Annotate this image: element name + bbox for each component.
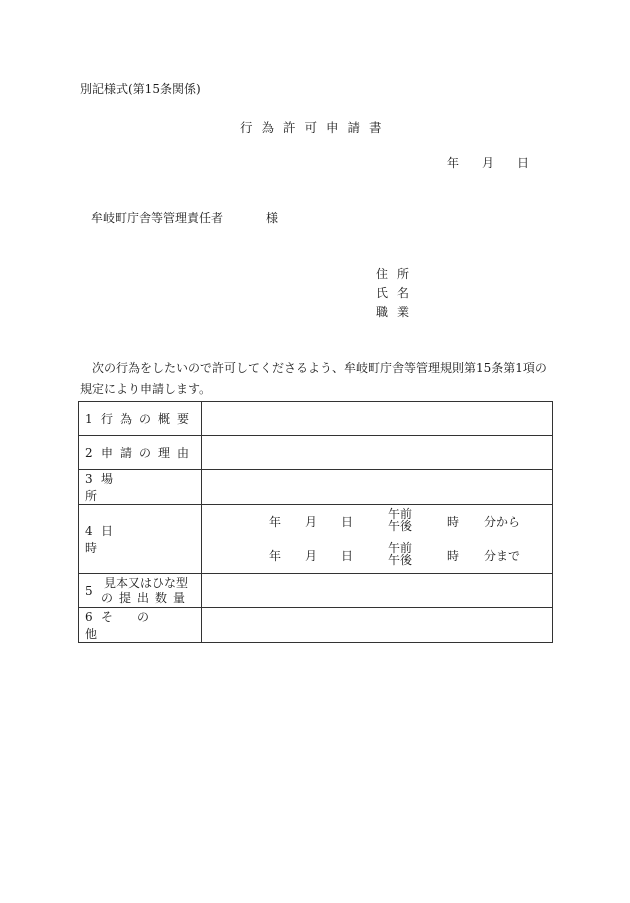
row-number: 4 <box>85 524 93 538</box>
end-until: 分まで <box>484 549 521 563</box>
other-field[interactable] <box>202 608 553 643</box>
table-row <box>79 505 553 574</box>
document-title: 行為許可申請書 <box>240 120 391 135</box>
samples-label-line1: 見本又はひな型 <box>104 575 189 590</box>
row-label-text <box>101 576 191 606</box>
row-label-text: 場所 <box>85 472 178 503</box>
row-number: 3 <box>85 472 93 486</box>
applicant-address-label: 住所 <box>376 267 419 281</box>
row-number: 6 <box>85 610 93 624</box>
row-label-text: 日時 <box>85 524 178 555</box>
start-day: 日 <box>341 515 354 529</box>
end-day: 日 <box>341 549 354 563</box>
end-am: 午前 <box>388 541 413 555</box>
row-label-text: その他 <box>85 610 174 641</box>
honorific: 様 <box>266 211 279 225</box>
reason-field[interactable] <box>202 436 553 470</box>
row-number: 5 <box>85 583 93 598</box>
start-ampm <box>388 508 412 532</box>
start-from: 分から <box>484 515 521 529</box>
table-row <box>79 574 553 608</box>
form-reference: 別記様式(第15条関係) <box>80 82 201 96</box>
row-label-overview <box>79 402 202 436</box>
addressee: 牟岐町庁舎等管理責任者 <box>91 211 224 225</box>
request-text: 次の行為をしたいので許可してくださるよう、牟岐町庁舎等管理規則第15条第1項の規定により申請します。 <box>80 361 547 396</box>
row-label-samples <box>79 574 202 608</box>
applicant-name-label: 氏名 <box>376 286 419 300</box>
row-label-text: 行為の概要 <box>101 412 197 426</box>
row-label-datetime <box>79 505 202 574</box>
date-month: 月 <box>482 156 495 170</box>
date-year: 年 <box>447 156 460 170</box>
samples-label-line2: の提出数量 <box>101 590 192 605</box>
applicant-occupation-label: 職業 <box>376 305 419 319</box>
row-label-text: 申請の理由 <box>101 446 197 460</box>
table-row <box>79 470 553 505</box>
row-number: 1 <box>85 412 93 426</box>
datetime-start <box>202 505 552 539</box>
row-label-reason <box>79 436 202 470</box>
start-year: 年 <box>269 515 282 529</box>
end-year: 年 <box>269 549 282 563</box>
row-number: 2 <box>85 446 93 460</box>
overview-field[interactable] <box>202 402 553 436</box>
place-field[interactable] <box>202 470 553 505</box>
end-hour: 時 <box>447 549 460 563</box>
application-table <box>78 401 553 643</box>
start-hour: 時 <box>447 515 460 529</box>
samples-field[interactable] <box>202 574 553 608</box>
end-pm: 午後 <box>388 553 413 567</box>
start-am: 午前 <box>388 507 413 521</box>
row-label-place <box>79 470 202 505</box>
end-month: 月 <box>305 549 318 563</box>
row-label-other <box>79 608 202 643</box>
date-day: 日 <box>517 156 530 170</box>
datetime-end <box>202 539 552 573</box>
datetime-field[interactable] <box>202 505 553 574</box>
table-row <box>79 436 553 470</box>
start-month: 月 <box>305 515 318 529</box>
start-pm: 午後 <box>388 519 413 533</box>
end-ampm <box>388 542 412 566</box>
table-row <box>79 608 553 643</box>
table-row <box>79 402 553 436</box>
